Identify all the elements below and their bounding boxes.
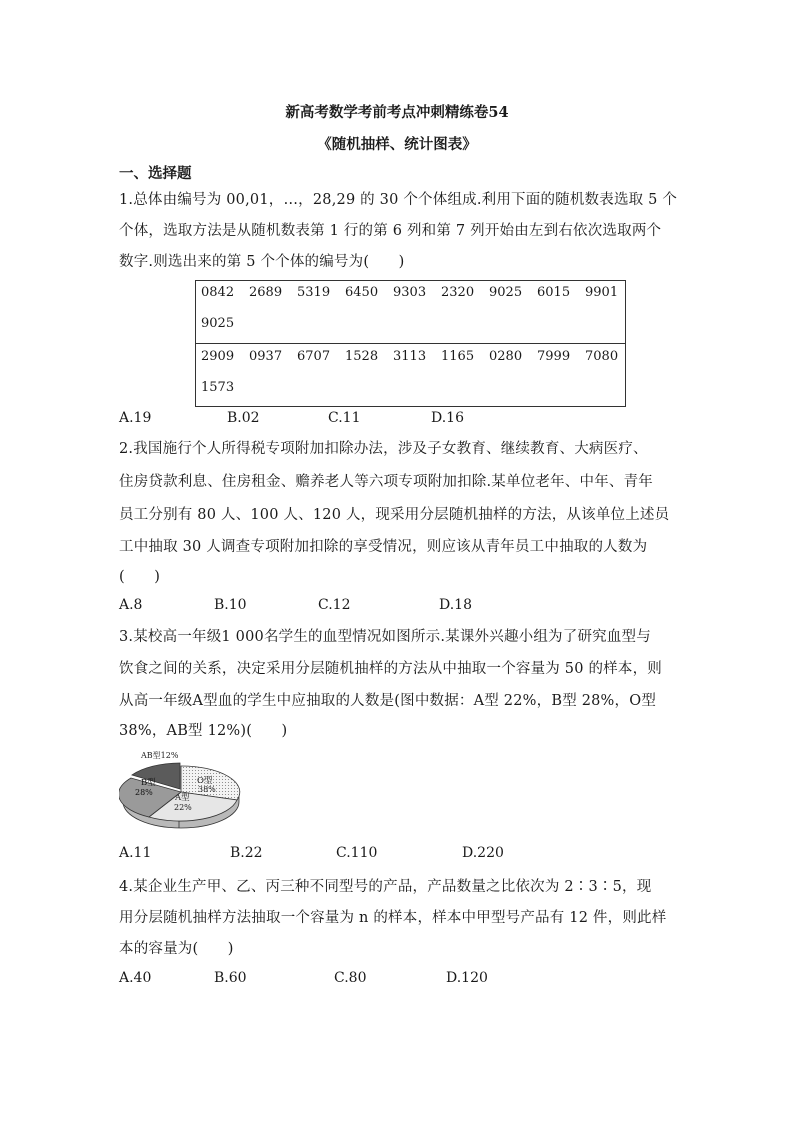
- q2-choice-a[interactable]: A.8: [119, 597, 143, 613]
- q4-choice-d[interactable]: D.120: [446, 970, 488, 986]
- random-number: 6707: [297, 349, 331, 364]
- random-number: 5319: [297, 285, 331, 300]
- random-number: 9901: [585, 285, 619, 300]
- q4-line-1: 4.某企业生产甲、乙、丙三种不同型号的产品，产品数量之比依次为 2∶3∶5，现: [119, 879, 652, 895]
- random-number: 0842: [201, 285, 235, 300]
- label-o: O型: [197, 776, 213, 786]
- random-number: 2689: [249, 285, 283, 300]
- label-a-pct: 22%: [174, 803, 192, 812]
- q1-line-3: 数字.则选出来的第 5 个个体的编号为( ): [119, 254, 405, 270]
- random-number: 7999: [537, 349, 571, 364]
- random-number: 0937: [249, 349, 283, 364]
- q3-choice-b[interactable]: B.22: [230, 845, 263, 861]
- q4-choice-b[interactable]: B.60: [214, 970, 247, 986]
- random-number: 2320: [441, 285, 475, 300]
- q4-choice-a[interactable]: A.40: [119, 970, 152, 986]
- q3-line-2: 饮食之间的关系，决定采用分层随机抽样的方法从中抽取一个容量为 50 的样本，则: [119, 661, 662, 677]
- section-title: 一、选择题: [119, 165, 192, 182]
- exam-subtitle: 《随机抽样、统计图表》: [317, 136, 477, 153]
- random-number: 0280: [489, 349, 523, 364]
- random-number: 1165: [441, 349, 475, 364]
- random-number: 1528: [345, 349, 379, 364]
- random-number: 6015: [537, 285, 571, 300]
- q4-line-2: 用分层随机抽样方法抽取一个容量为 n 的样本，样本中甲型号产品有 12 件，则此样: [119, 910, 667, 926]
- random-number: 6450: [345, 285, 379, 300]
- q2-line-3: 员工分别有 80 人、100 人、120 人，现采用分层随机抽样的方法，从该单位上述员: [119, 507, 670, 523]
- q1-line-2: 个体，选取方法是从随机数表第 1 行的第 6 列和第 7 列开始由左到右依次选取两个: [119, 223, 662, 239]
- q3-choice-d[interactable]: D.220: [462, 845, 504, 861]
- q4-line-3: 本的容量为( ): [119, 941, 234, 957]
- label-o-pct: 38%: [198, 785, 216, 794]
- q3-choice-c[interactable]: C.110: [336, 845, 378, 861]
- q1-line-1: 1.总体由编号为 00,01，…，28,29 的 30 个个体组成.利用下面的随机数表选取 5 个: [119, 192, 678, 208]
- q2-choice-b[interactable]: B.10: [214, 597, 247, 613]
- q1-choice-a[interactable]: A.19: [119, 410, 152, 426]
- label-ab: AB型12%: [141, 751, 179, 760]
- q2-line-5: ( ): [119, 569, 161, 585]
- q2-choice-c[interactable]: C.12: [318, 597, 351, 613]
- q3-line-1: 3.某校高一年级1 000名学生的血型情况如图所示.某课外兴趣小组为了研究血型与: [119, 629, 651, 645]
- q1-choice-b[interactable]: B.02: [227, 410, 260, 426]
- random-number-table: [195, 280, 626, 407]
- q3-line-3: 从高一年级A型血的学生中应抽取的人数是(图中数据：A型 22%，B型 28%，O型: [119, 693, 657, 709]
- random-table-row-2: [196, 344, 626, 407]
- random-number: 3113: [393, 349, 427, 364]
- q2-line-2: 住房贷款利息、住房租金、赡养老人等六项专项附加扣除.某单位老年、中年、青年: [119, 474, 654, 490]
- label-a: A型: [175, 793, 190, 803]
- random-number: 1573: [201, 380, 235, 395]
- random-table-row-1: [196, 281, 626, 344]
- random-number: 9303: [393, 285, 427, 300]
- q4-choice-c[interactable]: C.80: [334, 970, 367, 986]
- label-b-pct: 28%: [135, 788, 153, 797]
- q2-choice-d[interactable]: D.18: [439, 597, 472, 613]
- blood-type-pie-chart: [119, 748, 243, 832]
- label-b: B型: [141, 778, 156, 788]
- random-number: 7080: [585, 349, 619, 364]
- q3-line-4: 38%，AB型 12%)( ): [119, 723, 288, 739]
- q1-choice-d[interactable]: D.16: [431, 410, 464, 426]
- q2-line-1: 2.我国施行个人所得税专项附加扣除办法，涉及子女教育、继续教育、大病医疗、: [119, 441, 648, 457]
- exam-title: 新高考数学考前考点冲刺精练卷54: [285, 104, 509, 121]
- q3-choice-a[interactable]: A.11: [119, 845, 152, 861]
- random-number: 2909: [201, 349, 235, 364]
- random-number: 9025: [201, 316, 235, 331]
- random-number: 9025: [489, 285, 523, 300]
- q1-choice-c[interactable]: C.11: [328, 410, 361, 426]
- q2-line-4: 工中抽取 30 人调查专项附加扣除的享受情况，则应该从青年员工中抽取的人数为: [119, 539, 648, 555]
